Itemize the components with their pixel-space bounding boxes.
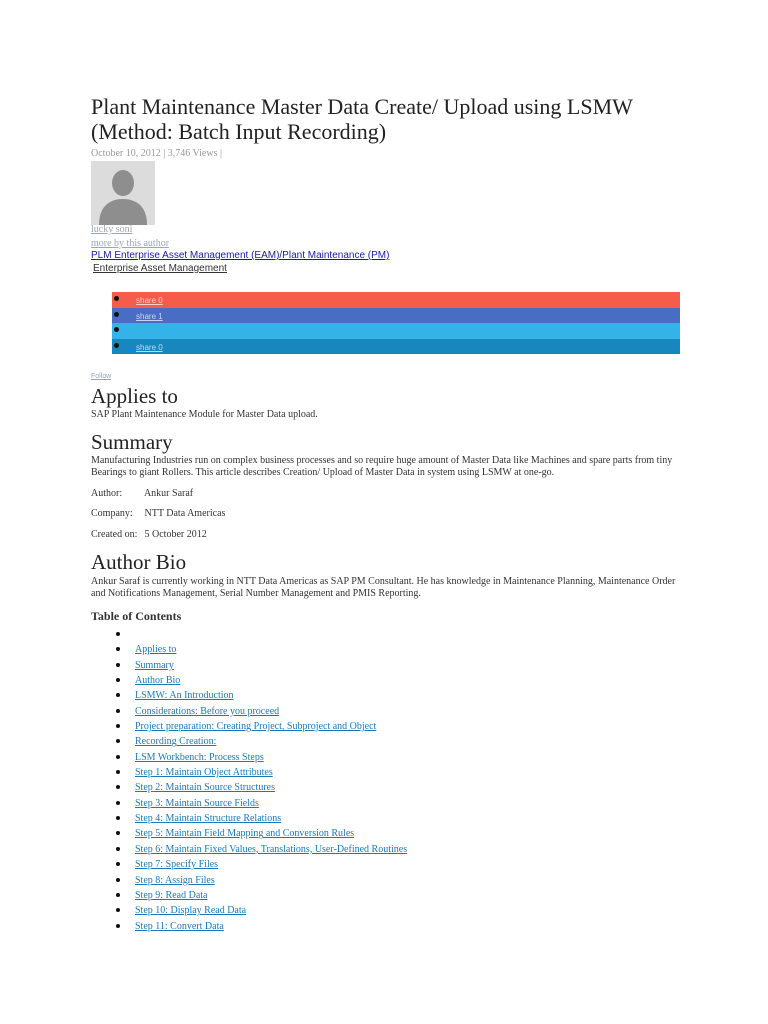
applies-to-text: SAP Plant Maintenance Module for Master Data upload.	[91, 409, 318, 420]
bullet-icon	[116, 678, 120, 682]
bullet-icon	[116, 908, 120, 912]
toc-link[interactable]: Summary	[135, 659, 174, 671]
toc-link[interactable]: LSM Workbench: Process Steps	[135, 751, 264, 763]
bullet-icon	[116, 878, 120, 882]
bullet-icon	[114, 296, 119, 301]
toc-link[interactable]: Step 10: Display Read Data	[135, 905, 247, 917]
bullet-icon	[116, 847, 120, 851]
toc-link[interactable]: Step 5: Maintain Field Mapping and Conversion Rules	[135, 828, 355, 840]
toc-link[interactable]: Step 11: Convert Data	[135, 920, 224, 932]
bullet-icon	[116, 724, 120, 728]
share-label: share 0	[136, 296, 163, 305]
toc-link[interactable]: Applies to	[135, 644, 177, 656]
bullet-icon	[116, 709, 120, 713]
avatar[interactable]	[91, 161, 155, 225]
share-item-3[interactable]	[112, 339, 680, 355]
company-label: Company:	[91, 508, 133, 519]
bullet-icon	[116, 801, 120, 805]
bullet-icon	[116, 647, 120, 651]
created-row	[91, 529, 207, 540]
applies-to-heading: Applies to	[91, 384, 178, 408]
share-item-1[interactable]	[112, 308, 680, 324]
summary-heading: Summary	[91, 430, 173, 454]
bullet-icon	[116, 831, 120, 835]
bullet-icon	[116, 632, 120, 636]
article-meta: October 10, 2012 | 3,746 Views |	[91, 148, 222, 159]
share-label: share 0	[136, 342, 163, 352]
created-label: Created on:	[91, 529, 138, 540]
author-row	[91, 488, 193, 499]
bullet-icon	[114, 343, 119, 348]
category-link[interactable]: PLM Enterprise Asset Management (EAM)/Plant Maintenance (PM)	[91, 250, 390, 261]
share-item-0[interactable]	[112, 292, 680, 308]
bullet-icon	[116, 770, 120, 774]
toc-link[interactable]: Step 1: Maintain Object Attributes	[135, 767, 273, 779]
toc-link[interactable]: LSMW: An Introduction	[135, 690, 234, 702]
bullet-icon	[116, 893, 120, 897]
bullet-icon	[114, 312, 119, 317]
toc-link[interactable]: Step 2: Maintain Source Structures	[135, 782, 275, 794]
share-label: share 1	[136, 311, 163, 321]
bullet-icon	[116, 816, 120, 820]
bullet-icon	[116, 785, 120, 789]
author-bio-heading: Author Bio	[91, 550, 187, 574]
toc-link[interactable]: Step 9: Read Data	[135, 889, 208, 901]
company-value: NTT Data Americas	[144, 508, 226, 519]
created-value: 5 October 2012	[144, 529, 207, 540]
toc-link[interactable]: Step 4: Maintain Structure Relations	[135, 813, 282, 825]
bullet-icon	[116, 693, 120, 697]
more-by-author-link[interactable]: more by this author	[91, 238, 170, 249]
bullet-icon	[116, 924, 120, 928]
follow-link[interactable]: Follow	[91, 373, 112, 380]
bullet-icon	[116, 739, 120, 743]
toc-heading: Table of Contents	[91, 609, 182, 623]
toc-link[interactable]: Project preparation: Creating Project, Subproject and Object	[135, 721, 377, 733]
author-bio-text: Ankur Saraf is currently working in NTT Data Americas as SAP PM Consultant. He has knowledge in Maintenance Planning, Maintenance Order and Notifications Management, Serial Number Management and PMIS Reporting.	[91, 576, 676, 599]
author-value: Ankur Saraf	[143, 488, 194, 499]
bullet-icon	[114, 327, 119, 332]
user-silhouette-icon	[91, 161, 155, 225]
toc-link[interactable]: Considerations: Before you proceed	[135, 705, 280, 717]
toc-link[interactable]: Step 6: Maintain Fixed Values, Translations, User-Defined Routines	[135, 843, 408, 855]
author-label: Author:	[91, 488, 123, 499]
company-row	[91, 508, 225, 519]
category-tag[interactable]: Enterprise Asset Management	[93, 263, 227, 274]
toc-link[interactable]: Step 7: Specify Files	[135, 859, 219, 871]
summary-text: Manufacturing Industries run on complex business processes and so require huge amount of Master Data like Machines and spare parts from tiny Bearings to giant Rollers. This article describes Creation/ Upload of Master Data in system using LSMW at one-go.	[91, 455, 673, 478]
toc-link[interactable]: Step 8: Assign Files	[135, 874, 215, 886]
toc-link[interactable]: Recording Creation:	[135, 736, 217, 748]
bullet-icon	[116, 862, 120, 866]
toc-link[interactable]: Step 3: Maintain Source Fields	[135, 797, 259, 809]
share-bar	[112, 292, 680, 354]
article-title: Plant Maintenance Master Data Create/ Upload using LSMW (Method: Batch Input Recording)	[91, 94, 633, 144]
bullet-icon	[116, 755, 120, 759]
toc-link[interactable]: Author Bio	[135, 675, 181, 687]
share-item-2[interactable]	[112, 323, 680, 339]
bullet-icon	[116, 663, 120, 667]
author-link[interactable]: lucky soni	[91, 224, 133, 235]
